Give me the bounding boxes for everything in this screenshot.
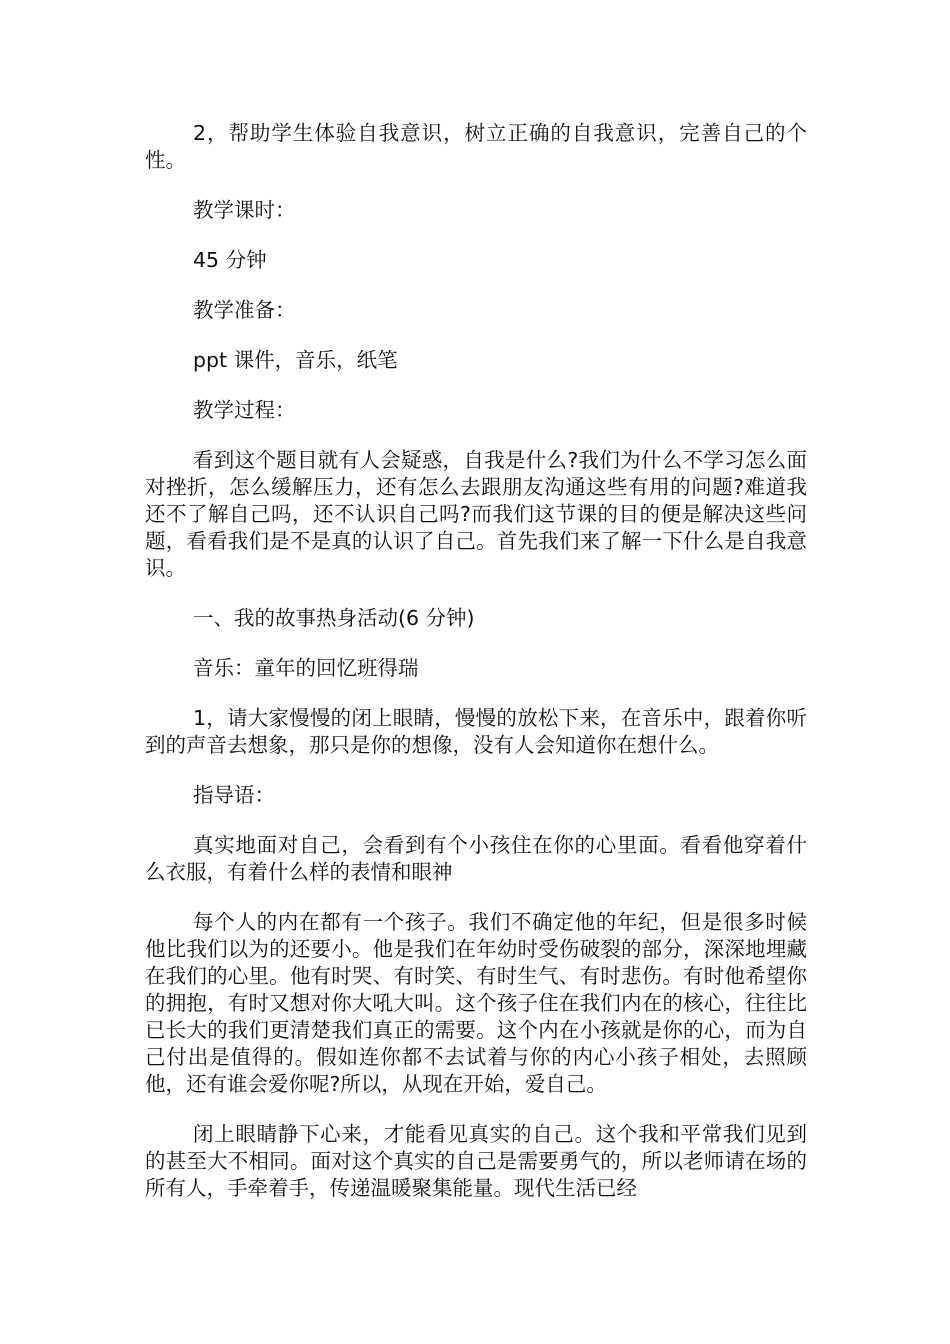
paragraph-preparation-value: ppt 课件，音乐，纸笔	[193, 348, 398, 372]
paragraph-preparation-label: 教学准备：	[193, 298, 296, 322]
paragraph-guidance-3: 闭上眼睛静下心来，才能看见真实的自己。这个我和平常我们见到的甚至大不相同。面对这个真实的自己是需要勇气的，所以老师请在场的所有人，手牵着手，传递温暖聚集能量。现代生活已经	[145, 1122, 807, 1200]
paragraph-guidance-1: 真实地面对自己，会看到有个小孩住在你的心里面。看看他穿着什么衣服，有着什么样的表情和眼神	[145, 833, 807, 884]
paragraph-process-label: 教学过程：	[193, 398, 296, 422]
paragraph-class-time-label: 教学课时：	[193, 198, 296, 222]
paragraph-guidance-label: 指导语：	[193, 783, 275, 807]
paragraph-introduction: 看到这个题目就有人会疑惑，自我是什么?我们为什么不学习怎么面对挫折，怎么缓解压力，还有怎么去跟朋友沟通这些有用的问题?难道我还不了解自己吗，还不认识自己吗?而我们这节课的目的便是解决这些问题，看看我们是不是真的认识了自己。首先我们来了解一下什么是自我意识。	[145, 448, 807, 580]
paragraph-section-heading: 一、我的故事热身活动(6 分钟)	[193, 606, 475, 630]
paragraph-class-time-value: 45 分钟	[193, 248, 267, 272]
paragraph-goal-2: 2，帮助学生体验自我意识，树立正确的自我意识，完善自己的个性。	[145, 121, 807, 172]
paragraph-guidance-2: 每个人的内在都有一个孩子。我们不确定他的年纪，但是很多时候他比我们以为的还要小。他是我们在年幼时受伤破裂的部分，深深地埋藏在我们的心里。他有时哭、有时笑、有时生气、有时悲伤。有时他希望你的拥抱，有时又想对你大吼大叫。这个孩子住在我们内在的核心，往往比已长大的我们更清楚我们真正的需要。这个内在小孩就是你的心，而为自己付出是值得的。假如连你都不去试着与你的内心小孩子相处，去照顾他，还有谁会爱你呢?所以，从现在开始，爱自己。	[145, 910, 807, 1096]
document-body	[145, 120, 807, 1225]
paragraph-step-1: 1，请大家慢慢的闭上眼睛，慢慢的放松下来，在音乐中，跟着你听到的声音去想象，那只是你的想像，没有人会知道你在想什么。	[145, 706, 807, 757]
paragraph-music: 音乐：童年的回忆班得瑞	[193, 656, 419, 680]
